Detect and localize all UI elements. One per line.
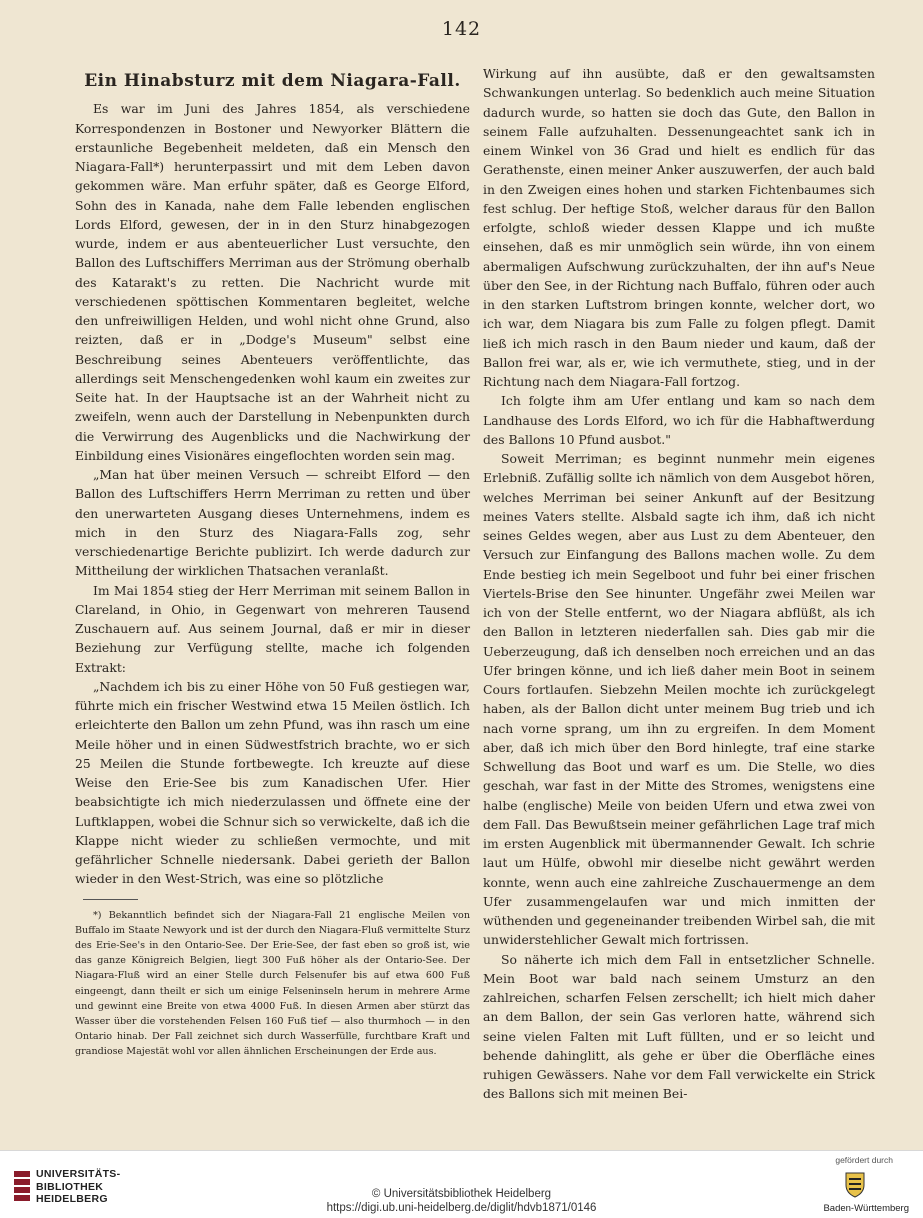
paragraph: Ich folgte ihm am Ufer entlang und kam so nach dem Landhause des Lords Elford, wo ich für die Habhaftwerdung des Ballons 10 Pfund ausbot." (483, 393, 875, 447)
paragraph: Wirkung auf ihn ausübte, daß er den gewaltsamsten Schwankungen unterlag. So bedenklich auch meine Situation dadurch wurde, so hatten sie doch das Gute, den Ballon in seinem Falle aufzuhalten. Dessenungeachtet sank ich in einem Winkel von 36 Grad und hielt es endlich für das Gerathenste, einen meiner Anker auszuwerfen, der auch bald in den Zweigen eines hohen und starken Fichtenbaumes sich fest schlug. Der heftige Stoß, welcher daraus für den Ballon erfolgte, schloß wieder dessen Klappe und ich mußte einsehen, daß es mir unmöglich sein würde, ihn von einem abermaligen Aufschwung zurückzuhalten, der ihn auf's Neue über den See, in der Richtung nach Buffalo, führen oder auch in den starken Luftstrom bringen konnte, welcher dort, wo ich war, dem Niagara bis zum Falle zu folgen pflegt. Damit ließ ich mich rasch in den Baum nieder und kaum, daß der Ballon frei war, als er, wie ich vermuthete, stieg, und in der Richtung nach dem Niagara-Fall fortzog. (483, 66, 875, 389)
paragraph: „Man hat über meinen Versuch — schreibt Elford — den Ballon des Luftschiffers Herrn Merriman zu retten und über den unerwarteten Ausgang dieses Unternehmens, indem es mich in den Sturz des Niagara-Falls zog, sehr verschiedenartige Berichte publizirt. Ich werde dadurch zur Mittheilung der wirklichen Thatsachen veranlaßt. (75, 467, 470, 579)
article-title: Ein Hinabsturz mit dem Niagara-Fall. (84, 71, 461, 91)
footnote-divider (83, 899, 138, 900)
page-number: 142 (441, 18, 482, 40)
copyright-text: © Universitätsbibliothek Heidelberg (371, 1188, 552, 1200)
right-column (483, 64, 875, 1104)
left-column (75, 60, 470, 1060)
funder-label: gefördert durch (835, 1155, 893, 1165)
permalink[interactable]: https://digi.ub.uni-heidelberg.de/diglit/hdvb1871/0146 (326, 1202, 597, 1214)
funder-name: Baden-Württemberg (823, 1203, 909, 1214)
paragraph: Es war im Juni des Jahres 1854, als verschiedene Korrespondenzen in Bostoner und Newyorker Blättern die erstaunliche Begebenheit meldeten, daß ein Mensch den Niagara-Fall*) herunterpassirt und mit dem Leben davon gekommen wäre. Man erfuhr später, daß es George Elford, Sohn des in Kanada, nahe dem Falle lebenden englischen Lords Elford, gewesen, der in in den Sturz hinabgezogen wurde, indem er aus abenteuerlicher Lust versuchte, den Ballon des Luftschiffers Merriman aus der Strömung oberhalb des Katarakt's zu retten. Die Nachricht wurde mit verschiedenen spöttischen Kommentaren begleitet, welche den unfreiwilligen Helden, und wohl nicht ohne Grund, also reizten, daß er in „Dodge's Museum" selbst eine Beschreibung seines Abenteuers veröffentlichte, das allerdings seit Menschengedenken wohl kaum ein zweites zur Seite hat. In der Hauptsache ist an der Wahrheit nicht zu zweifeln, wenn auch der Darstellung in Nebenpunkten durch die Verwirrung des Augenblicks und die Nachwirkung der Einbildung eines Visionäres eingeflochten worden sein mag. (75, 101, 470, 463)
paragraph: Soweit Merriman; es beginnt nunmehr mein eigenes Erlebniß. Zufällig sollte ich nämlich von dem Ausgebot hören, welches Merriman bei seiner Ankunft auf der Besitzung meines Vaters stellte. Alsbald sagte ich ihm, daß ich nicht seines Geldes wegen, aber aus Lust zu dem Abenteuer, den Versuch zur Einfangung des Ballons machen wolle. Zu dem Ende bestieg ich mein Segelboot und fuhr bei einer frischen Viertels-Brise den See hinunter. Ungefähr zwei Meilen war ich von der Stelle entfernt, wo der Niagara abflüßt, als ich den Ballon in letzteren niederfallen sah. Dies gab mir die Ueberzeugung, daß ich denselben noch erreichen und an das Ufer bringen könne, und ich ließ daher mein Boot in seinem Cours fortlaufen. Siebzehn Meilen mochte ich zurückgelegt haben, als der Ballon dicht unter meinem Bug trieb und ich nach vorne sprang, um ihn zu ergreifen. In dem Moment aber, daß ich mich über den Bord hinlegte, traf eine starke Schwellung das Boot und warf es um. Die Stelle, wo dies geschah, war fast in der Mitte des Stromes, wenigstens eine halbe (englische) Meile von beiden Ufern und etwa zwei von dem Fall. Das Bewußtsein meiner gefährlichen Lage traf mich im ersten Augenblick mit übermannender Gewalt. Ich schrie laut um Hülfe, obwohl mir dieselbe nicht gewährt werden konnte, wenn auch eine zahlreiche Zuschauermenge an dem Ufer zusammengelaufen war und mich inmitten der wüthenden und gegeneinander treibenden Wirbel sah, die mit unwiderstehlicher Gewalt mich fortrissen. (483, 451, 875, 948)
paragraph: „Nachdem ich bis zu einer Höhe von 50 Fuß gestiegen war, führte mich ein frischer Westwind etwa 15 Meilen östlich. Ich erleichterte den Ballon um zehn Pfund, was ihn rasch um eine Meile höher und in einen Südwestfstrich brachte, wo er sich 25 Meilen die Stunde fortbewegte. Ich kreuzte auf diese Weise den Erie-See bis zum Kanadischen Ufer. Hier beabsichtigte ich mich niederzulassen und öffnete eine der Luftklappen, wobei die Schnur sich so verwickelte, daß ich die Klappe nicht wieder zu schließen vermochte, und mit gefährlicher Schnelle niedersank. Dabei gerieth der Ballon wieder in den West-Strich, was eine so plötzliche (75, 678, 470, 887)
footnote: *) Bekanntlich befindet sich der Niagara-Fall 21 englische Meilen von Buffalo im Staate Newyork und ist der durch den Niagara-Fluß vermittelte Sturz des Erie-See's in den Ontario-See. Der Erie-See, der fast eben so groß ist, wie das ganze Königreich Belgien, liegt 300 Fuß höher als der Ontario-See. Der Niagara-Fluß wird an einer Stelle durch Felsenufer bis auf etwa 600 Fuß eingeengt, dann theilt er sich um einige Felseninseln herum in mehrere Arme und gewinnt eine Breite von etwa 4000 Fuß. In diesen Armen aber stürzt das Wasser über die vorstehenden Felsen 160 Fuß tief — also thurmhoch — in den Ontario hinab. Der Fall zeichnet sich durch Wasserfülle, furchtbare Kraft und grandiose Majestät wohl vor allen ähnlichen Erscheinungen der Erde aus. (75, 909, 470, 1058)
library-logo-text: UNIVERSITÄTS- BIBLIOTHEK HEIDELBERG (36, 1168, 121, 1205)
paragraph: So näherte ich mich dem Fall in entsetzlicher Schnelle. Mein Boot war bald nach seinem Umsturz an den zahlreichen, scharfen Felsen zerschellt; ich hielt mich daher an dem Ballon, der sein Gas verloren hatte, während sich seine vielen Falten mit Luft füllten, und er so leicht und behende dahinglitt, als gehe er über die Oberfläche eines ruhigen Gewässers. Nahe vor dem Fall verwickelte ein Strick des Ballons sich mit meinen Bei- (483, 951, 875, 1102)
paragraph: Im Mai 1854 stieg der Herr Merriman mit seinem Ballon in Clareland, in Ohio, in Gegenwart von mehreren Tausend Zuschauern auf. Aus seinem Journal, daß er mir in dieser Beziehung zur Verfügung stellte, mache ich folgenden Extrakt: (75, 582, 470, 675)
